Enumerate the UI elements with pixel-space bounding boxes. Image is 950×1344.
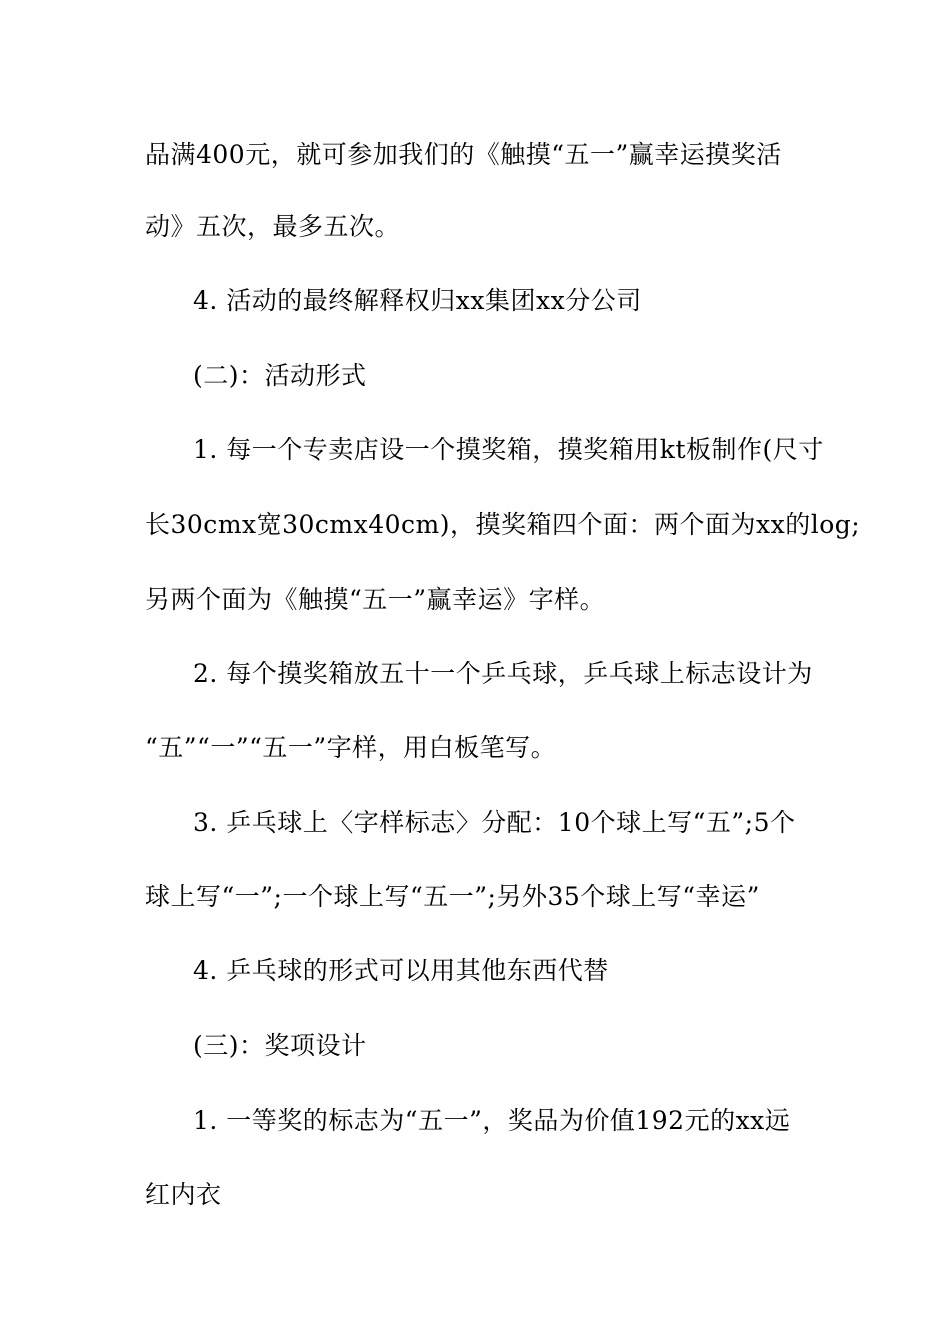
paragraph-line: 另两个面为《触摸“五一”赢幸运》字样。 [145, 585, 606, 614]
paragraph-line: 动》五次，最多五次。 [145, 212, 401, 241]
paragraph-line: “五”“一”“五一”字样，用白板笔写。 [145, 733, 557, 762]
section-heading-2: (二)：活动形式 [193, 361, 367, 390]
list-item-4: 4. 活动的最终解释权归xx集团xx分公司 [193, 286, 642, 315]
list-item-4b: 4. 乒乓球的形式可以用其他东西代替 [193, 956, 609, 985]
section-heading-3: (三)：奖项设计 [193, 1031, 367, 1060]
list-item-2: 2. 每个摸奖箱放五十一个乒乓球，乒乓球上标志设计为 [193, 659, 813, 688]
list-item-1b: 1. 一等奖的标志为“五一”，奖品为价值192元的xx远 [193, 1106, 791, 1135]
paragraph-line: 球上写“一”;一个球上写“五一”;另外35个球上写“幸运” [145, 882, 760, 911]
paragraph-line: 红内衣 [145, 1180, 222, 1209]
paragraph-line: 长30cmx宽30cmx40cm)，摸奖箱四个面：两个面为xx的log; [145, 510, 861, 539]
paragraph-line: 品满400元，就可参加我们的《触摸“五一”赢幸运摸奖活 [145, 140, 782, 169]
list-item-3: 3. 乒乓球上〈字样标志〉分配：10个球上写“五”;5个 [193, 808, 796, 837]
list-item-1: 1. 每一个专卖店设一个摸奖箱，摸奖箱用kt板制作(尺寸 [193, 435, 824, 464]
